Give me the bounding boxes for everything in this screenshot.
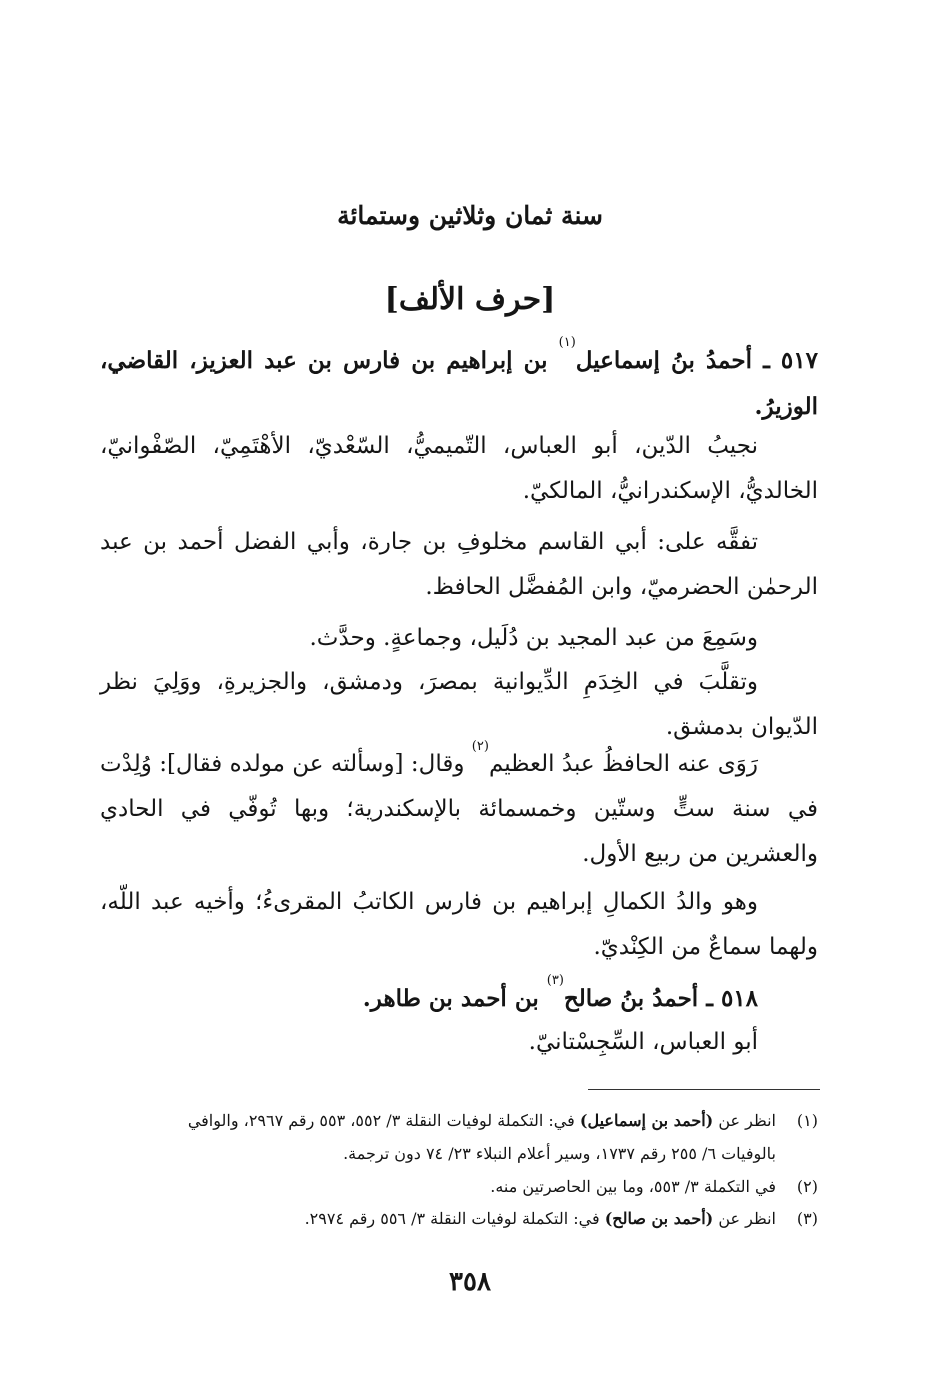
footnote-separator bbox=[588, 1089, 820, 1090]
entry-518-heading bbox=[158, 973, 758, 1022]
entry-517-hearing: وسَمِعَ من عبد المجيد بن دُلَيل، وجماعةٍ. وحدَّث. bbox=[309, 625, 758, 651]
footnote-3-prefix: انظر عن bbox=[713, 1209, 776, 1228]
entry-517-heading bbox=[100, 335, 818, 430]
footnote-3-number: (٣) bbox=[796, 1209, 818, 1228]
entry-517-teachers: تفقَّه على: أبي القاسم مخلوفِ بن جارة، وأبي الفضل أحمد بن عبد الرحمٰن الحضرميّ، وابن المُفضَّل الحافظ. bbox=[100, 529, 818, 600]
footnote-1-continuation: بالوفيات ٦/ ٢٥٥ رقم ١٧٣٧، وسير أعلام النبلاء ٢٣/ ٧٤ دون ترجمة. bbox=[343, 1144, 776, 1163]
page-number: ٣٥٨ bbox=[449, 1267, 491, 1297]
entry-517-lineage: بن إبراهيم بن فارس بن عبد العزيز، القاضي، الوزيرُ. bbox=[100, 347, 818, 420]
footnote-ref-2: (٢) bbox=[471, 739, 489, 754]
footnote-ref-3: (٣) bbox=[546, 973, 564, 988]
footnote-1-subject: (أحمد بن إسماعيل) bbox=[579, 1111, 714, 1130]
entry-518-name: ٥١٨ ـ أحمدُ بنُ صالح bbox=[563, 985, 758, 1012]
footnote-2 bbox=[100, 1172, 818, 1201]
footnote-3 bbox=[100, 1204, 818, 1233]
footnote-2-text: في التكملة ٣/ ٥٥٣، وما بين الحاصرتين منه. bbox=[490, 1177, 776, 1196]
section-heading: [حرف الألف] bbox=[384, 282, 556, 317]
entry-517-narration-b: وقال: [وسألته عن مولده فقال]: وُلِدْت في سنة ستٍّ وستّين وخمسمائة بالإسكندرية؛ وبها تُوفّي في الحادي والعشرين من ربيع الأول. bbox=[100, 751, 818, 867]
footnote-1-sources: في: التكملة لوفيات النقلة ٣/ ٥٥٢، ٥٥٣ رقم ٢٩٦٧، والوافي bbox=[187, 1111, 580, 1130]
running-title: سنة ثمان وثلاثين وستمائة bbox=[337, 201, 603, 230]
footnote-1-number: (١) bbox=[796, 1111, 818, 1130]
entry-517-narration bbox=[100, 739, 818, 877]
entry-518-kunya: أبو العباس، السِّجِسْتانيّ. bbox=[528, 1029, 758, 1055]
footnote-3-subject: (أحمد بن صالح) bbox=[604, 1209, 714, 1228]
entry-517-family: وهو والدُ الكمالِ إبراهيم بن فارس الكاتبُ المقرىءُ؛ وأخيه عبد اللّه، ولهما سماعٌ من الكِنْديّ. bbox=[100, 889, 818, 960]
entry-517-name: ٥١٧ ـ أحمدُ بنُ إسماعيل bbox=[575, 347, 818, 374]
footnote-1-prefix: انظر عن bbox=[713, 1111, 776, 1130]
footnote-3-sources: في: التكملة لوفيات النقلة ٣/ ٥٥٦ رقم ٢٩٧٤. bbox=[304, 1209, 605, 1228]
footnote-ref-1: (١) bbox=[558, 335, 576, 350]
entry-517-titles: نجيبُ الدّين، أبو العباس، التّميميُّ، السّعْديّ، الأهْتَمِيّ، الصّفْوانيّ، الخالديُّ، الإسكندرانيُّ، المالكيّ. bbox=[100, 433, 818, 504]
footnote-1 bbox=[100, 1106, 818, 1135]
entry-517-offices: وتقلَّبَ في الخِدَمِ الدِّيوانية بمصرَ، ودمشق، والجزيرةِ، ووَلِيَ نظر الدّيوان بدمشق. bbox=[100, 669, 818, 740]
entry-518-lineage: بن أحمد بن طاهر. bbox=[362, 985, 547, 1012]
footnote-2-number: (٢) bbox=[796, 1177, 818, 1196]
entry-517-narration-a: رَوَى عنه الحافظُ عبدُ العظيم bbox=[488, 751, 758, 777]
